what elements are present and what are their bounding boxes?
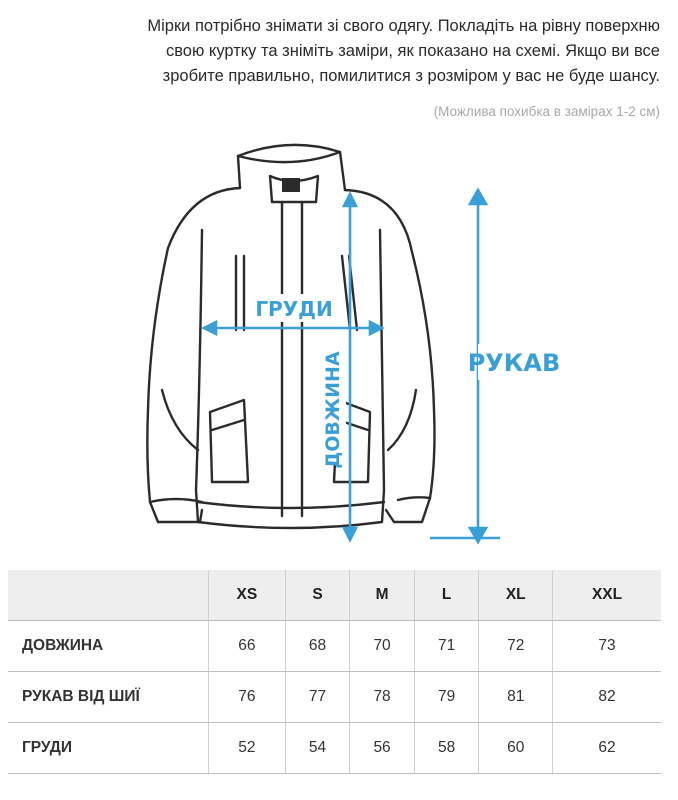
table-cell: 78: [350, 672, 415, 723]
row-label-length: ДОВЖИНА: [8, 621, 209, 672]
sleeve-label: РУКАВ: [467, 349, 561, 377]
intro-line-3: зробите правильно, помилитися з розміром у вас не буде шансу.: [162, 67, 660, 85]
table-row: [8, 621, 661, 672]
logo-tag-icon: [282, 178, 300, 192]
jacket-diagram: [0, 130, 678, 560]
table-cell: 52: [209, 723, 286, 774]
table-cell: 79: [414, 672, 479, 723]
table-row: [8, 723, 661, 774]
table-cell: 76: [209, 672, 286, 723]
header-cell-l: L: [414, 570, 479, 621]
table-cell: 71: [414, 621, 479, 672]
table-cell: 77: [285, 672, 350, 723]
row-label-chest: ГРУДИ: [8, 723, 209, 774]
table-cell: 56: [350, 723, 415, 774]
table-cell: 81: [479, 672, 553, 723]
table-cell: 73: [553, 621, 661, 672]
table-cell: 68: [285, 621, 350, 672]
row-label-sleeve: РУКАВ ВІД ШИЇ: [8, 672, 209, 723]
table-cell: 82: [553, 672, 661, 723]
table-cell: 66: [209, 621, 286, 672]
header-cell-corner: [8, 570, 209, 621]
intro-text: [20, 14, 660, 89]
jacket-outline-icon: [147, 145, 434, 528]
table-header-row: [8, 570, 661, 621]
table-cell: 62: [553, 723, 661, 774]
table-cell: 60: [479, 723, 553, 774]
header-cell-xs: XS: [209, 570, 286, 621]
size-chart-table: [8, 570, 661, 774]
sleeve-arrow-top-head-icon: [470, 190, 486, 204]
length-label: ДОВЖИНА: [322, 351, 344, 469]
chest-arrow-left-head-icon: [204, 322, 216, 334]
header-cell-s: S: [285, 570, 350, 621]
table-cell: 72: [479, 621, 553, 672]
header-cell-xxl: XXL: [553, 570, 661, 621]
intro-line-1: Мірки потрібно знімати зі свого одягу. Покладіть на рівну поверхню: [147, 17, 660, 35]
sleeve-arrow-bottom-head-icon: [470, 528, 486, 542]
header-cell-m: M: [350, 570, 415, 621]
intro-line-2: свою куртку та зніміть заміри, як показано на схемі. Якщо ви все: [165, 42, 660, 60]
table-cell: 58: [414, 723, 479, 774]
header-cell-xl: XL: [479, 570, 553, 621]
length-arrow-bottom-head-icon: [344, 528, 356, 540]
chest-arrow-right-head-icon: [370, 322, 382, 334]
table-cell: 70: [350, 621, 415, 672]
length-arrow-top-head-icon: [344, 194, 356, 206]
table-row: [8, 672, 661, 723]
measurement-arrows: [204, 190, 500, 542]
table-cell: 54: [285, 723, 350, 774]
measurement-error-note: (Можлива похибка в замірах 1-2 см): [433, 104, 660, 119]
chest-label: ГРУДИ: [255, 297, 333, 321]
